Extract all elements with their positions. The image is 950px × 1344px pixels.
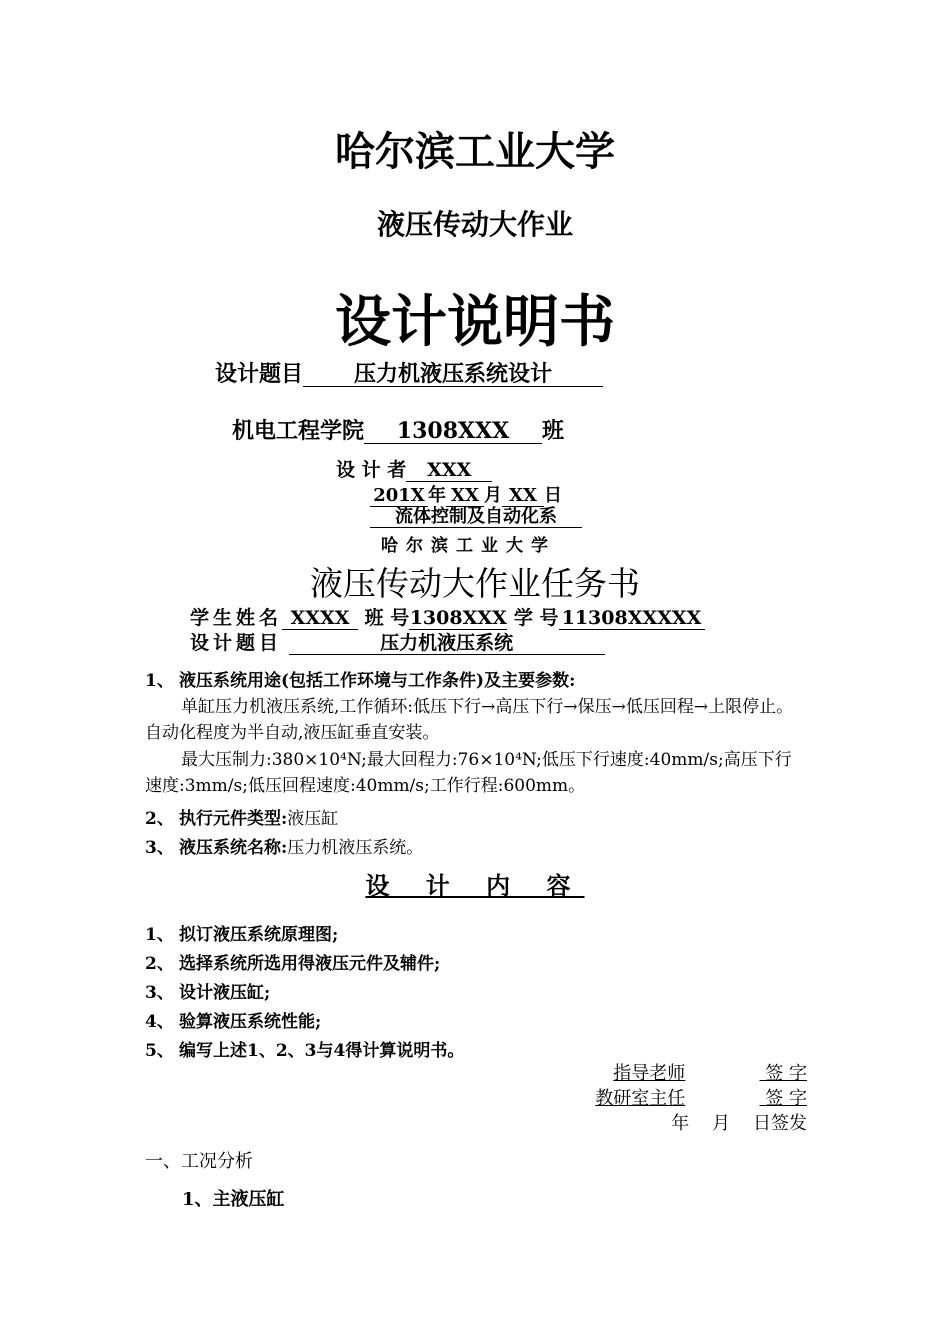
requirement-2-label: 执行元件类型: xyxy=(179,809,288,829)
date-month: XX xyxy=(446,487,484,507)
document-title: 设计说明书 xyxy=(335,289,615,355)
director-signature-blank xyxy=(685,1088,765,1109)
subsection-1-heading: 1、主液压缸 xyxy=(182,1189,285,1210)
requirement-2-value: 液压缸 xyxy=(287,809,339,829)
date-day-label: 日 xyxy=(544,485,562,506)
design-item-2-number: 2、 xyxy=(145,954,174,974)
design-item-1 xyxy=(145,920,338,945)
requirement-1-number: 1、 xyxy=(145,671,174,691)
design-item-1-text: 拟订液压系统原理图; xyxy=(179,925,339,945)
design-item-4 xyxy=(145,1007,321,1032)
design-item-1-number: 1、 xyxy=(145,925,174,945)
advisor-sign-label: 签 字 xyxy=(765,1063,807,1084)
design-item-5 xyxy=(145,1036,464,1061)
class-number-label: 班 号 xyxy=(364,607,410,629)
design-topic-row xyxy=(215,357,603,388)
class-suffix: 班 xyxy=(542,418,565,444)
student-id-label: 学 号 xyxy=(513,607,559,629)
student-name-label: 学生姓名 xyxy=(190,607,283,629)
date-year: 201X xyxy=(370,487,428,507)
design-item-3-number: 3、 xyxy=(145,983,174,1003)
date-row xyxy=(370,481,562,507)
designer-row xyxy=(336,455,492,482)
design-item-5-text: 编写上述1、2、3与4得计算说明书。 xyxy=(179,1041,465,1061)
student-info-row xyxy=(190,603,705,630)
university-title: 哈尔滨工业大学 xyxy=(335,128,615,175)
design-topic-label: 设计题目 xyxy=(215,361,304,387)
requirement-2-number: 2、 xyxy=(145,809,174,829)
requirement-3-value: 压力机液压系统。 xyxy=(287,838,424,858)
director-label: 教研室主任 xyxy=(595,1088,686,1109)
advisor-label: 指导老师 xyxy=(613,1063,686,1084)
design-item-3 xyxy=(145,978,270,1003)
school-name: 哈尔滨工业大学 xyxy=(381,536,556,556)
college-class-row xyxy=(232,414,564,445)
requirement-3-number: 3、 xyxy=(145,838,174,858)
advisor-signature-blank xyxy=(685,1063,765,1084)
requirement-1-label: 液压系统用途(包括工作环境与工作条件)及主要参数: xyxy=(179,671,576,691)
design-item-4-number: 4、 xyxy=(145,1012,174,1032)
requirement-3-label: 液压系统名称: xyxy=(179,838,288,858)
department-name: 流体控制及自动化系 xyxy=(370,508,582,528)
date-year-label: 年 xyxy=(428,485,446,506)
design-item-2 xyxy=(145,949,440,974)
requirement-item-3 xyxy=(145,833,423,858)
designer-label: 设 计 者 xyxy=(336,459,407,481)
requirement-1-paragraph-2: 最大压制力:380×10⁴N;最大回程力:76×10⁴N;低压下行速度:40mm/s;高压下行速度:3mm/s;低压回程速度:40mm/s;工作行程:600mm。 xyxy=(145,750,792,796)
designer-name: XXX xyxy=(406,461,492,482)
class-number: 1308XXX xyxy=(364,420,542,444)
advisor-signature-line xyxy=(613,1059,807,1085)
director-signature-line xyxy=(595,1084,807,1110)
section-1-heading: 一、工况分析 xyxy=(145,1151,253,1172)
requirement-item-1 xyxy=(145,666,575,691)
student-name-value: XXXX xyxy=(282,609,358,630)
date-month-label: 月 xyxy=(484,485,502,506)
department-row xyxy=(370,506,582,528)
task-topic-row xyxy=(190,628,605,655)
design-content-heading: 设 计 内 容 xyxy=(365,871,585,900)
issue-date-line: 年 月 日签发 xyxy=(671,1113,807,1134)
date-day: XX xyxy=(502,487,544,507)
student-id-value: 11308XXXXX xyxy=(559,609,705,630)
requirement-item-2 xyxy=(145,804,338,829)
task-topic-value: 压力机液压系统 xyxy=(289,634,605,655)
design-item-3-text: 设计液压缸; xyxy=(179,983,271,1003)
design-topic-value: 压力机液压系统设计 xyxy=(303,363,603,387)
task-book-title: 液压传动大作业任务书 xyxy=(310,564,640,603)
college-name: 机电工程学院 xyxy=(232,418,365,444)
design-item-2-text: 选择系统所选用得液压元件及辅件; xyxy=(179,954,441,974)
class-number-value: 1308XXX xyxy=(409,607,507,629)
design-item-5-number: 5、 xyxy=(145,1041,174,1061)
director-sign-label: 签 字 xyxy=(765,1088,807,1109)
design-item-4-text: 验算液压系统性能; xyxy=(179,1012,322,1032)
course-title: 液压传动大作业 xyxy=(376,208,573,241)
task-topic-label: 设计题目 xyxy=(190,632,283,654)
requirement-1-paragraph-1: 单缸压力机液压系统,工作循环:低压下行→高压下行→保压→低压回程→上限停止。自动化程度为半自动,液压缸垂直安装。 xyxy=(145,697,794,743)
